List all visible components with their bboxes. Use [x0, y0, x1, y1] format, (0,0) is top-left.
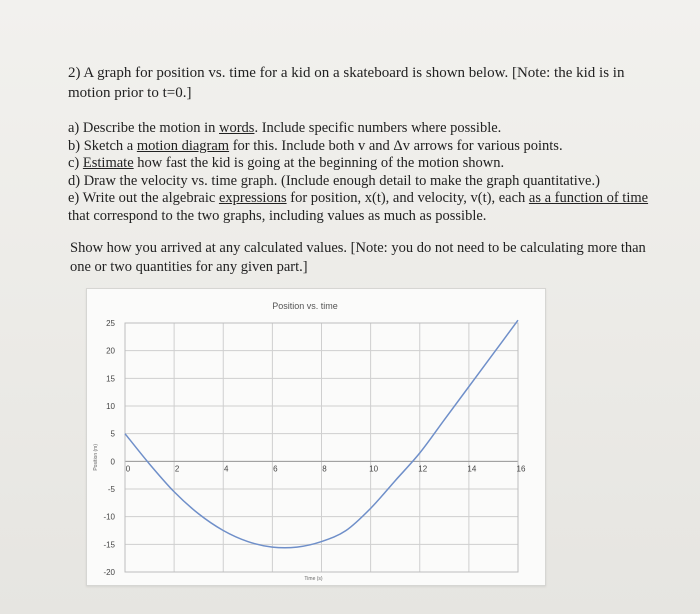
- x-tick-labels: [126, 464, 526, 473]
- part-b-post: for this. Include both v and Δv arrows for various points.: [229, 137, 563, 154]
- x-tick-label: 8: [322, 464, 327, 474]
- part-c: [68, 155, 668, 173]
- part-b-pre: b) Sketch a: [68, 137, 137, 154]
- x-tick-label: 16: [516, 464, 526, 474]
- x-tick-label: 0: [125, 464, 131, 474]
- y-tick-label: 15: [106, 374, 115, 384]
- chart-grid: [125, 323, 518, 572]
- part-c-post: how fast the kid is going at the beginning of the motion shown.: [133, 155, 505, 171]
- x-tick-label: 10: [369, 464, 379, 474]
- part-e-underlined-2: as a function of time: [528, 190, 649, 206]
- instructions-note: [70, 239, 660, 277]
- x-tick-label: 6: [273, 464, 278, 474]
- part-e-pre: e) Write out the algebraic: [68, 190, 219, 206]
- chart-title: Position vs. time: [272, 301, 338, 311]
- chart-svg: [87, 289, 545, 585]
- question-title: [68, 63, 658, 103]
- part-c-pre: c): [68, 155, 83, 171]
- part-d: [68, 173, 668, 191]
- x-axis-label: Time (s): [304, 576, 323, 582]
- question-parts: [68, 120, 668, 225]
- question-text: 2) A graph for position vs. time for a kid on a skateboard is shown below. [Note: the kid is in motion prior to t=0.]: [68, 65, 625, 101]
- position-time-chart: [86, 288, 546, 586]
- y-tick-label: -5: [107, 485, 115, 494]
- x-tick-label: 12: [418, 464, 428, 474]
- x-tick-label: 2: [174, 464, 180, 474]
- part-e-post: that correspond to the two graphs, including values as much as possible.: [68, 207, 487, 224]
- x-tick-label: 4: [224, 464, 229, 474]
- part-b-underlined: motion diagram: [136, 137, 230, 154]
- y-tick-label: 20: [106, 346, 115, 356]
- instructions-text: Show how you arrived at any calculated values. [Note: you do not need to be calculating more than one or two quantities for any given part.]: [70, 240, 646, 275]
- part-e: [68, 190, 658, 225]
- part-e-underlined-1: expressions: [218, 190, 287, 206]
- part-a-post: . Include specific numbers where possible.: [254, 120, 502, 136]
- part-a-pre: a) Describe the motion in: [68, 120, 219, 136]
- part-a-underlined: words: [219, 120, 255, 136]
- y-tick-label: -10: [103, 512, 115, 522]
- part-b: [68, 138, 668, 156]
- y-axis-label: Position (m): [93, 443, 99, 471]
- y-tick-label: 25: [106, 319, 115, 328]
- part-a: [68, 120, 668, 138]
- y-tick-label: 5: [110, 429, 115, 439]
- y-tick-label: 10: [106, 402, 115, 411]
- part-e-mid: for position, x(t), and velocity, v(t), each: [286, 190, 529, 206]
- y-tick-label: -15: [103, 540, 115, 550]
- x-tick-label: 14: [467, 464, 477, 474]
- part-d-text: d) Draw the velocity vs. time graph. (Include enough detail to make the graph quantitative.): [68, 172, 600, 189]
- y-tick-label: 0: [110, 457, 115, 467]
- y-tick-label: -20: [103, 568, 115, 577]
- part-c-underlined: Estimate: [82, 155, 134, 171]
- y-tick-labels: [103, 319, 115, 577]
